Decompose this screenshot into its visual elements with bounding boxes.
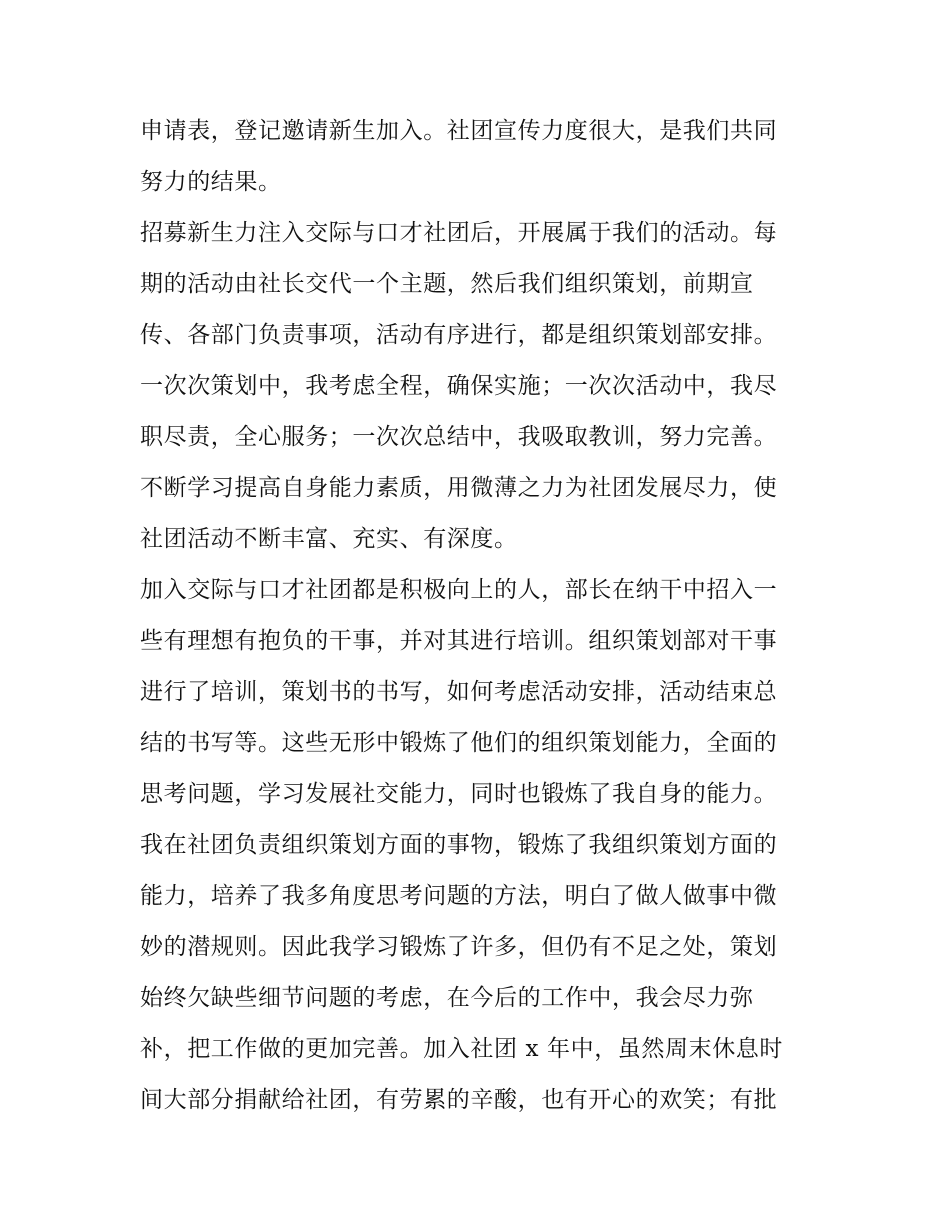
text-line: 申请表，登记邀请新生加入。社团宣传力度很大，是我们共同	[140, 118, 778, 144]
text-line: 传、各部门负责事项，活动有序进行，都是组织策划部安排。	[140, 322, 778, 348]
text-line: 进行了培训，策划书的书写，如何考虑活动安排，活动结束总	[140, 679, 778, 705]
text-line: 始终欠缺些细节问题的考虑，在今后的工作中，我会尽力弥	[140, 985, 754, 1011]
text-line: 期的活动由社长交代一个主题，然后我们组织策划，前期宣	[140, 271, 754, 297]
text-line: 加入交际与口才社团都是积极向上的人，部长在纳干中招入一	[140, 577, 778, 603]
body-text	[140, 106, 820, 1126]
text-line: 一次次策划中，我考虑全程，确保实施；一次次活动中，我尽	[140, 373, 778, 399]
text-line: 努力的结果。	[140, 169, 282, 195]
text-line: 招募新生力注入交际与口才社团后，开展属于我们的活动。每	[140, 220, 778, 246]
text-line: 社团活动不断丰富、充实、有深度。	[140, 526, 518, 552]
text-line: 不断学习提高自身能力素质，用微薄之力为社团发展尽力，使	[140, 475, 778, 501]
text-line: 我在社团负责组织策划方面的事物，锻炼了我组织策划方面的	[140, 832, 778, 858]
text-line: 结的书写等。这些无形中锻炼了他们的组织策划能力，全面的	[140, 730, 778, 756]
text-line: 补，把工作做的更加完善。加入社团 x 年中，虽然周末休息时	[140, 1036, 783, 1062]
text-line: 能力，培养了我多角度思考问题的方法，明白了做人做事中微	[140, 883, 778, 909]
text-line: 妙的潜规则。因此我学习锻炼了许多，但仍有不足之处，策划	[140, 934, 778, 960]
text-line: 间大部分捐献给社团，有劳累的辛酸，也有开心的欢笑；有批	[140, 1087, 778, 1113]
text-line: 职尽责，全心服务；一次次总结中，我吸取教训，努力完善。	[140, 424, 778, 450]
text-line: 些有理想有抱负的干事，并对其进行培训。组织策划部对干事	[140, 628, 778, 654]
text-line: 思考问题，学习发展社交能力，同时也锻炼了我自身的能力。	[140, 781, 778, 807]
